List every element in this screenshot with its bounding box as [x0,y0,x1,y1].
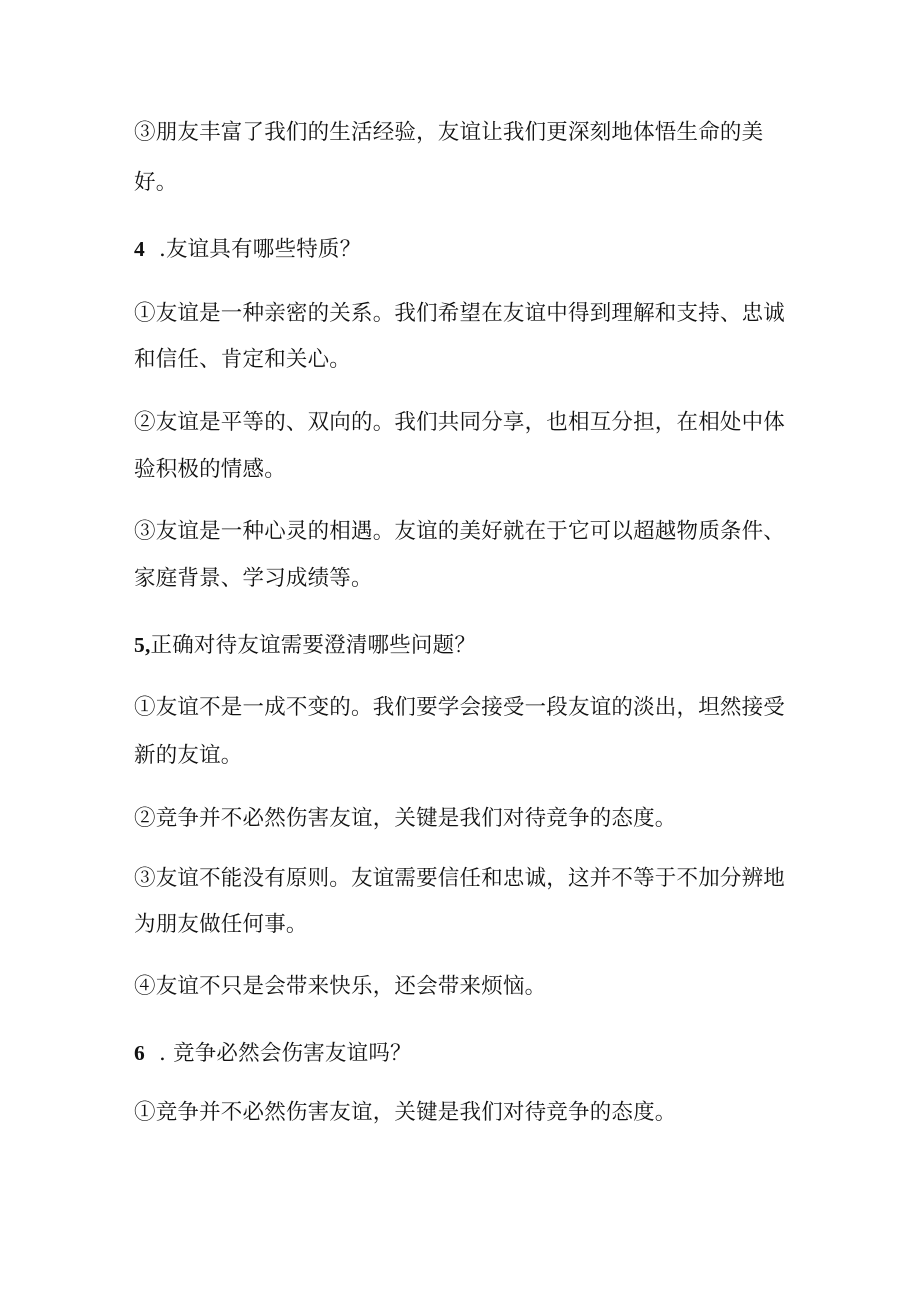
question-text: 正确对待友谊需要澄清哪些问题？ [150,633,477,658]
question-number: 6 [134,1041,145,1065]
paragraph-line: 验积极的情感。 [134,457,286,482]
question-text: .友谊具有哪些特质？ [158,237,362,262]
question-number: 5, [134,633,151,657]
paragraph-line: ③友谊是一种心灵的相遇。友谊的美好就在于它可以超越物质条件、 [134,519,786,544]
paragraph-line: 为朋友做任何事。 [134,912,308,937]
paragraph-line: ①友谊是一种亲密的关系。我们希望在友谊中得到理解和支持、忠诚 [134,301,786,326]
paragraph-line: ①竞争并不必然伤害友谊，关键是我们对待竞争的态度。 [134,1100,677,1125]
paragraph-line: 和信任、肯定和关心。 [134,347,352,372]
paragraph-line: 新的友谊。 [134,743,243,768]
question-heading-4 [134,234,814,265]
question-heading-6 [134,1038,814,1069]
paragraph-line: 好。 [134,170,178,195]
paragraph-line: ③朋友丰富了我们的生活经验，友谊让我们更深刻地体悟生命的美 [134,120,764,145]
question-text: . 竞争必然会伤害友谊吗？ [158,1041,412,1066]
question-number: 4 [134,237,145,261]
question-heading-5 [134,630,814,661]
paragraph-line: ④友谊不只是会带来快乐，还会带来烦恼。 [134,974,547,999]
paragraph-line: ③友谊不能没有原则。友谊需要信任和忠诚，这并不等于不加分辨地 [134,866,786,891]
paragraph-line: ②竞争并不必然伤害友谊，关键是我们对待竞争的态度。 [134,806,677,831]
paragraph-line: ②友谊是平等的、双向的。我们共同分享，也相互分担，在相处中体 [134,410,786,435]
paragraph-line: 家庭背景、学习成绩等。 [134,566,373,591]
paragraph-line: ①友谊不是一成不变的。我们要学会接受一段友谊的淡出，坦然接受 [134,695,786,720]
